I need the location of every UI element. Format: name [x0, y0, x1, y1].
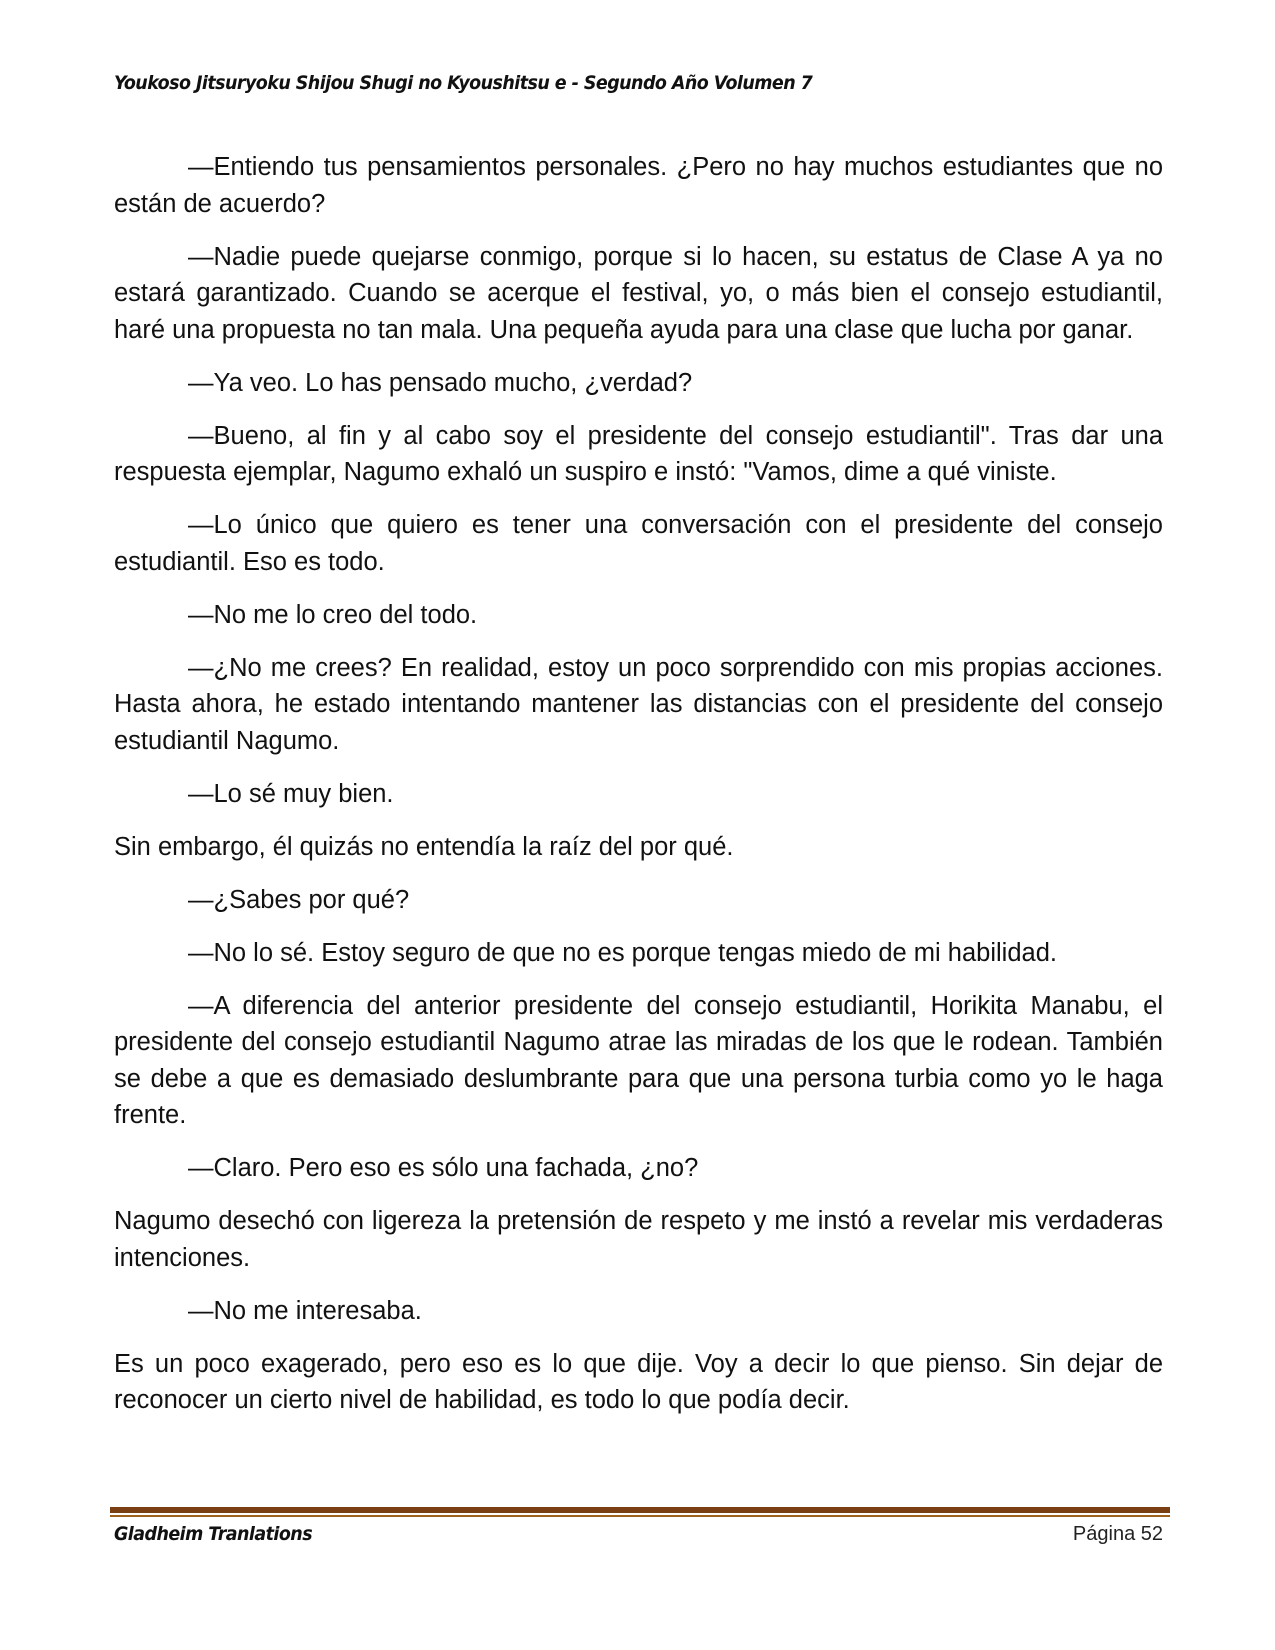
footer-translator: Gladheim Tranlations	[114, 1523, 313, 1545]
dialogue-paragraph: —Bueno, al fin y al cabo soy el presidente del consejo estudiantil". Tras dar una respuesta ejemplar, Nagumo exhaló un suspiro e instó: "Vamos, dime a qué viniste.	[114, 421, 1163, 486]
dialogue-paragraph: —No lo sé. Estoy seguro de que no es porque tengas miedo de mi habilidad.	[188, 938, 1057, 967]
dialogue-paragraph: —No me interesaba.	[188, 1296, 422, 1325]
footer-divider	[110, 1507, 1170, 1517]
narration-paragraph: Nagumo desechó con ligereza la pretensión de respeto y me instó a revelar mis verdaderas intenciones.	[114, 1207, 1163, 1272]
dialogue-paragraph: —Lo sé muy bien.	[188, 779, 394, 808]
dialogue-paragraph: —Nadie puede quejarse conmigo, porque si lo hacen, su estatus de Clase A ya no estará garantizado. Cuando se acerque el festival, yo, o más bien el consejo estudiantil, haré una propuesta no tan mala. Una pequeña ayuda para una clase que lucha por ganar.	[114, 242, 1163, 344]
dialogue-paragraph: —Claro. Pero eso es sólo una fachada, ¿no?	[188, 1154, 699, 1182]
narration-paragraph: Es un poco exagerado, pero eso es lo que dije. Voy a decir lo que pienso. Sin dejar de reconocer un cierto nivel de habilidad, es todo lo que podía decir.	[114, 1349, 1163, 1414]
page-number: Página 52	[1072, 1523, 1163, 1545]
dialogue-paragraph: —No me lo creo del todo.	[188, 600, 478, 629]
dialogue-paragraph: —¿No me crees? En realidad, estoy un poco sorprendido con mis propias acciones. Hasta ahora, he estado intentando mantener las distancias con el presidente del consejo estudiantil Nagumo.	[114, 653, 1163, 755]
narration-paragraph: Sin embargo, él quizás no entendía la raíz del por qué.	[114, 832, 734, 861]
dialogue-paragraph: —¿Sabes por qué?	[188, 885, 410, 914]
page-body	[114, 149, 1163, 1435]
running-header: Youkoso Jitsuryoku Shijou Shugi no Kyoushitsu e - Segundo Año Volumen 7	[114, 72, 813, 94]
dialogue-paragraph: —Entiendo tus pensamientos personales. ¿Pero no hay muchos estudiantes que no están de acuerdo?	[114, 153, 1163, 218]
dialogue-paragraph: —Ya veo. Lo has pensado mucho, ¿verdad?	[188, 368, 693, 397]
dialogue-paragraph: —Lo único que quiero es tener una conversación con el presidente del consejo estudiantil. Eso es todo.	[114, 511, 1163, 576]
dialogue-paragraph: —A diferencia del anterior presidente del consejo estudiantil, Horikita Manabu, el presidente del consejo estudiantil Nagumo atrae las miradas de los que le rodean. También se debe a que es demasiado deslumbrante para que una persona turbia como yo le haga frente.	[114, 991, 1163, 1129]
